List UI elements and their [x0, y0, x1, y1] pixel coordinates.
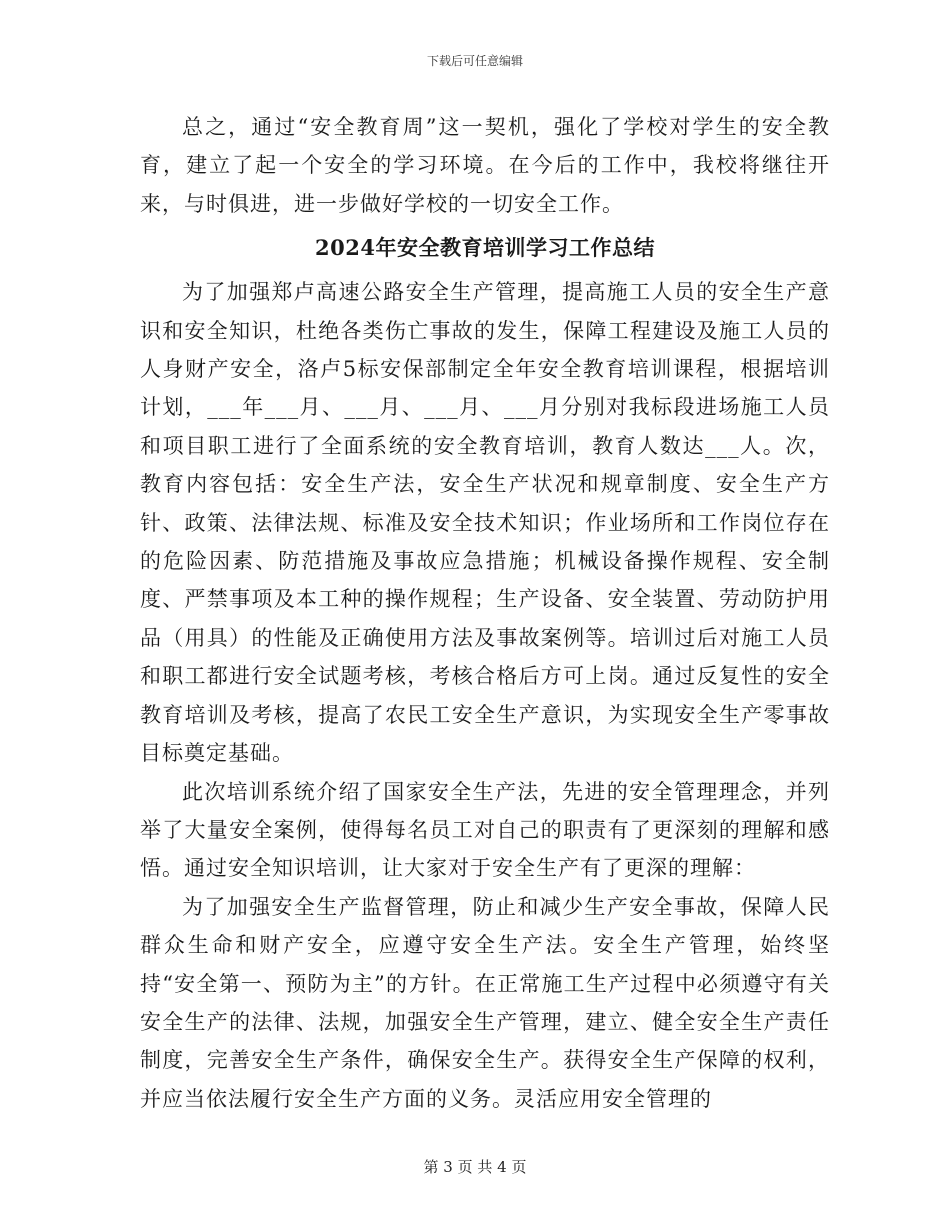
body-paragraph-2: 此次培训系统介绍了国家安全生产法，先进的安全管理理念，并列举了大量安全案例，使得每名员工对自己的职责有了更深刻的理解和感悟。通过安全知识培训，让大家对于安全生产有了更深的理解： [140, 779, 830, 881]
page-number-footer: 第 3 页 共 4 页 [423, 1158, 527, 1176]
intro-paragraph: 总之，通过“安全教育周”这一契机，强化了学校对学生的安全教育，建立了起一个安全的学习环境。在今后的工作中，我校将继往开来，与时俱进，进一步做好学校的一切安全工作。 [140, 115, 830, 216]
document-title: 2024年安全教育培训学习工作总结 [315, 235, 655, 261]
page-header: 下载后可任意编辑 [426, 54, 523, 68]
body-paragraph-1: 为了加强郑卢高速公路安全生产管理，提高施工人员的安全生产意识和安全知识，杜绝各类伤亡事故的发生，保障工程建设及施工人员的人身财产安全，洛卢5标安保部制定全年安全教育培训课程，根据培训计划，___年___月、___月、___月、___月分别对我标段进场施工人员和项目职工进行了全面系统的安全教育培训，教育人数达___人。次，教育内容包括：安全生产法，安全生产状况和规章制度、安全生产方针、政策、法律法规、标准及安全技术知识；作业场所和工作岗位存在的危险因素、防范措施及事故应急措施；机械设备操作规程、安全制度、严禁事项及本工种的操作规程；生产设备、安全装置、劳动防护用品（用具）的性能及正确使用方法及事故案例等。培训过后对施工人员和职工都进行安全试题考核，考核合格后方可上岗。通过反复性的安全教育培训及考核，提高了农民工安全生产意识，为实现安全生产零事故目标奠定基础。 [140, 280, 830, 766]
body-paragraph-3: 为了加强安全生产监督管理，防止和减少生产安全事故，保障人民群众生命和财产安全，应遵守安全生产法。安全生产管理，始终坚持“安全第一、预防为主”的方针。在正常施工生产过程中必须遵守有关安全生产的法律、法规，加强安全生产管理，建立、健全安全生产责任制度，完善安全生产条件，确保安全生产。获得安全生产保障的权利，并应当依法履行安全生产方面的义务。灵活应用安全管理的 [140, 894, 830, 1111]
document-body [140, 108, 830, 1118]
